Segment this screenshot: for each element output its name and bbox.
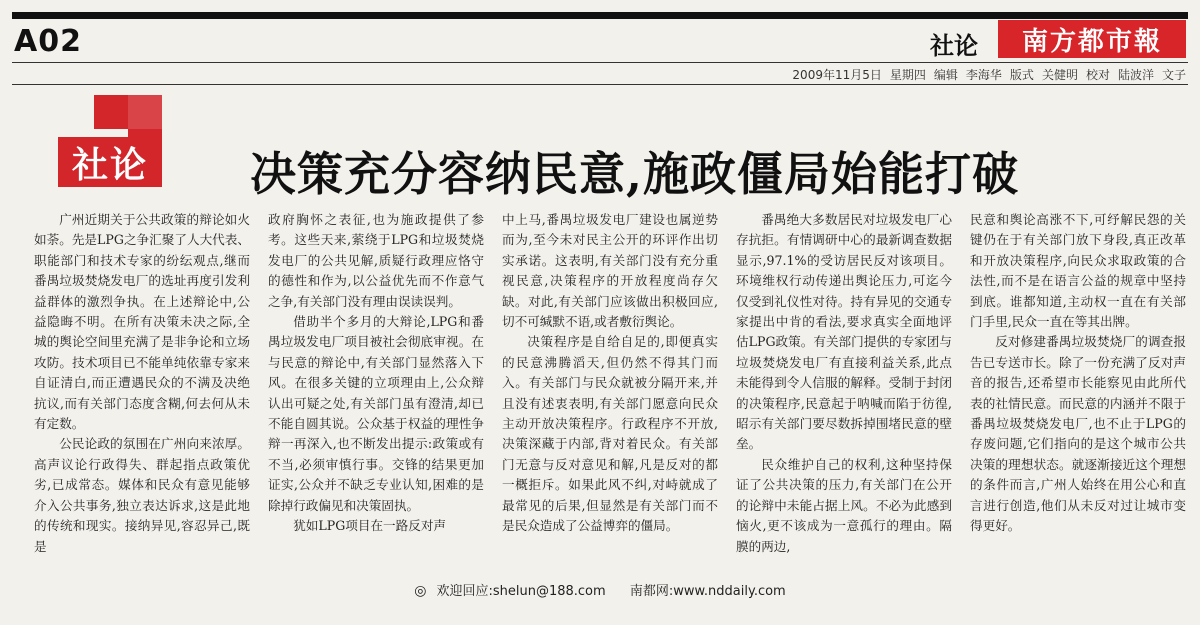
article-paragraph: 借助半个多月的大辩论,LPG和番禺垃圾发电厂项目被社会彻底审视。在与民意的辩论中,有关部门显然落入下风。在很多关键的立项理由上,公众辩认出可疑之处,有关部门虽有澄清,却已不能自圆其说。公众基于权益的理性争辩一再深入,也不断发出提示:政策或有不当,必须审慎行事。交锋的结果更加证实,公众并不缺乏专业认知,困难的是除掉行政偏见和决策固执。 xyxy=(268,314,484,513)
editorial-logo xyxy=(58,95,162,199)
article-paragraph: 民意和舆论高涨不下,可纾解民怨的关键仍在于有关部门放下身段,真正改革和开放决策程序,向民众求取政策的合法性,而不是在语言公益的规章中坚持到底。谁都知道,主动权一直在有关部门手里,民众一直在等其出牌。 xyxy=(970,212,1186,330)
headline: 决策充分容纳民意,施政僵局始能打破 xyxy=(250,147,1020,201)
meta-item: 星期四 xyxy=(889,68,926,82)
page-number: A02 xyxy=(14,24,82,59)
logo-square xyxy=(94,95,128,129)
article-column xyxy=(736,210,952,570)
newspaper-masthead xyxy=(998,20,1186,58)
header-divider xyxy=(12,62,1188,63)
logo-label: 社论 xyxy=(71,144,148,186)
article-paragraph: 民众维护自己的权利,这种坚持保证了公共决策的压力,有关部门在公开的论辩中未能占据上风。不必为此感到恼火,更不该成为一意孤行的理由。隔膜的两边, xyxy=(736,456,952,554)
meta-item: 2009年11月5日 xyxy=(792,68,882,82)
article-paragraph: 广州近期关于公共政策的辩论如火如荼。先是LPG之争汇聚了人大代表、职能部门和技术专家的纷纭观点,继而番禺垃圾焚烧发电厂的选址再度引发利益群体的激烈争执。在上述辩论中,公益隐晦不明。在所有决策未决之际,全城的舆论空间里充满了是非争论和立场攻防。技术项目已不能单纯依靠专家来自证清白,而正遭遇民众的不满及决绝抗议,而有关部门态度含糊,何去何从未有定数。 xyxy=(34,212,250,432)
meta-item: 编辑 xyxy=(933,68,958,82)
meta-item: 李海华 xyxy=(965,68,1002,82)
meta-item: 关健明 xyxy=(1041,68,1078,82)
article-paragraph: 公民论政的氛围在广州向来浓厚。高声议论行政得失、群起指点政策优劣,已成常态。媒体和民众有意见能够介入公共事务,独立表达诉求,这是此地的传统和现实。接纳异见,容忍异己,既是 xyxy=(34,436,250,554)
article-column xyxy=(970,210,1186,570)
section-title: 社论 xyxy=(930,32,978,60)
article-body xyxy=(34,210,1186,570)
feedback-email[interactable]: 欢迎回应:shelun@188.com xyxy=(436,584,606,599)
article-paragraph: 犹如LPG项目在一路反对声 xyxy=(293,518,447,534)
meta-item: 陆波洋 xyxy=(1117,68,1154,82)
logo-square xyxy=(128,95,162,129)
article-column xyxy=(34,210,250,570)
article-paragraph: 政府胸怀之表征,也为施政提供了参考。这些天来,萦绕于LPG和垃圾焚烧发电厂的公共见解,质疑行政理应恪守的德性和作为,以公益优先而不作意气之争,有关部门没有理由误读误判。 xyxy=(268,212,484,309)
article-column xyxy=(502,210,718,570)
top-rule xyxy=(12,12,1188,19)
meta-item: 文子 xyxy=(1161,68,1186,82)
meta-item: 校对 xyxy=(1085,68,1110,82)
article-paragraph: 中上马,番禺垃圾发电厂建设也属逆势而为,至今未对民主公开的环评作出切实承诺。这表明,有关部门没有充分重视民意,决策程序的开放程度尚存欠缺。对此,有关部门应该做出积极回应,切不可缄默不语,或者敷衍舆论。 xyxy=(502,212,718,330)
footer xyxy=(0,580,1200,599)
article-paragraph: 番禺绝大多数居民对垃圾发电厂心存抗拒。有情调研中心的最新调查数据显示,97.1%的受访居民反对该项目。环境维权行动传递出舆论压力,可迄今仅受到礼仪性对待。持有异见的交通专家提出中肯的看法,要求真实全面地评估LPG政策。有关部门提供的专家团与垃圾焚烧发电厂有直接利益关系,此点未能得到令人信服的解释。受制于封闭的决策程序,民意起于呐喊而陷于彷徨,昭示有关部门要尽数拆掉围堵民意的壁垒。 xyxy=(736,212,952,452)
article-paragraph: 反对修建番禺垃圾焚烧厂的调查报告已专送市长。除了一份充满了反对声音的报告,还希望市长能察见由此所代表的社情民意。而民意的内涵并不限于番禺垃圾焚烧发电厂,也不止于LPG的存废问题,它们指向的是这个城市公共决策的理想状态。就逐渐接近这个理想的条件而言,广州人始终在用公心和直言进行创造,他们从未反对过让城市变得更好。 xyxy=(970,334,1186,534)
meta-divider xyxy=(12,84,1188,85)
masthead-text: 南方都市報 xyxy=(1021,26,1162,57)
edition-meta xyxy=(792,66,1186,83)
article-column xyxy=(268,210,484,570)
circle-mark-icon: ◎ xyxy=(414,583,427,599)
meta-item: 版式 xyxy=(1009,68,1034,82)
article-paragraph: 决策程序是自给自足的,即便真实的民意沸腾滔天,但仍然不得其门而入。有关部门与民众就被分隔开来,并且没有述衷表明,有关部门愿意向民众主动开放决策程序。行政程序不开放,决策深藏于内部,背对着民众。有关部门无意与反对意见和解,凡是反对的都一概拒斥。如果此风不纠,对峙就成了最常见的后果,但显然是有关部门而不是民众造成了公益博弈的僵局。 xyxy=(502,334,718,534)
website[interactable]: 南都网:www.nddaily.com xyxy=(629,584,786,599)
